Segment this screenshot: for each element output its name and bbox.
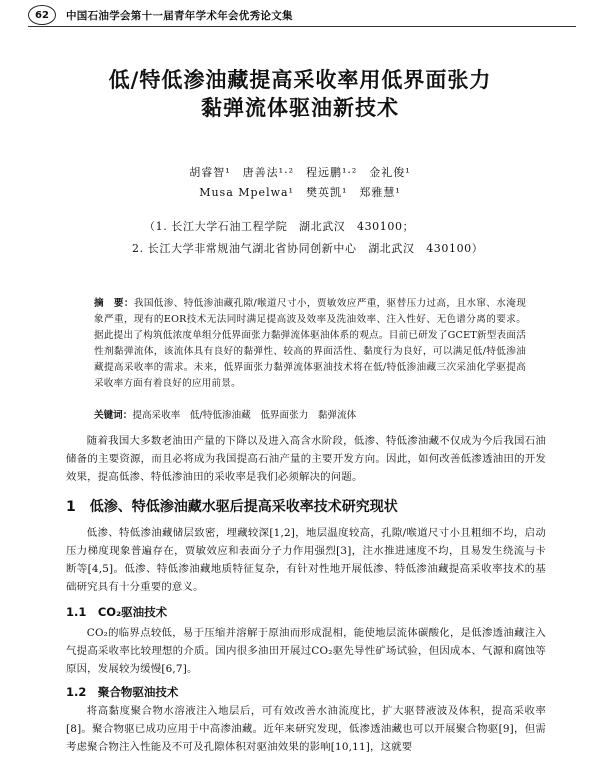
section-1-2-paragraph: 将高黏度聚合物水溶液注入地层后，可有效改善水油流度比，扩大驱替液波及体积，提高采收率[8]。聚合物驱已成功应用于中高渗油藏。近年来研究发现，低渗透油藏也可以开展聚合物驱[9]，但需考虑聚合物注入性能及不可及孔隙体积对驱油效果的影响[10,11]，这就要 xyxy=(66,705,546,753)
intro-paragraph: 随着我国大多数老油田产量的下降以及进入高含水阶段，低渗、特低渗油藏不仅成为今后我国石油储备的主要资源，而且必将成为我国提高石油产量的主要开发方向。因此，如何改善低渗透油田的开发效果，提高低渗、特低渗油田的采收率是我们必须解决的问题。 xyxy=(66,435,546,483)
paper-title-line-1: 低/特低渗油藏提高采收率用低界面张力 xyxy=(108,68,492,92)
abstract-label: 摘 要： xyxy=(94,298,134,309)
paper-title-line-2: 黏弹流体驱油新技术 xyxy=(201,96,399,120)
page-number: 62 xyxy=(28,5,56,25)
section-1-paragraph: 低渗、特低渗油藏储层致密，埋藏较深[1,2]，地层温度较高，孔隙/喉道尺寸小且粗细不均，启动压力梯度现象普遍存在，贾敏效应和表面分子力作用强烈[3]，注水推进速度不均，且易发生绕流与卡断等[4,5]。低渗、特低渗油藏地质特征复杂，有针对性地开展低渗、特低渗油藏提高采收率技术的基础研究具有十分重要的意义。 xyxy=(66,527,546,593)
abstract xyxy=(94,296,526,392)
section-1-1-heading: 1.1 CO₂驱油技术 xyxy=(66,605,168,619)
abstract-text: 我国低渗、特低渗油藏孔隙/喉道尺寸小，贾敏效应严重，驱替压力过高，且水窜、水淹现象严重，现有的EOR技术无法同时满足提高波及效率及洗油效率、注入性好、无色谱分离的要求。据此提出了构筑低浓度单组分低界面张力黏弹流体驱油体系的观点。目前已研发了GCET新型表面活性剂黏弹流体，该流体具有良好的黏弹性、较高的界面活性、黏度行为良好，可以满足低/特低渗油藏提高采收率的需求。未来，低界面张力黏弹流体驱油技术将在低/特低渗油藏三次采油化学驱提高采收率方面有着良好的应用前景。 xyxy=(94,298,526,389)
affiliation-line-2: 2. 长江大学非常规油气湖北省协同创新中心 湖北武汉 430100） xyxy=(132,242,484,255)
keywords xyxy=(94,408,526,424)
section-1-2-heading: 1.2 聚合物驱油技术 xyxy=(66,685,179,699)
author-list-line-2: Musa Mpelwa¹ 樊英凯¹ 郑雅慧¹ xyxy=(199,186,401,199)
affiliation-line-1: （1. 长江大学石油工程学院 湖北武汉 430100； xyxy=(144,220,415,233)
running-head: 中国石油学会第十一届青年学术年会优秀论文集 xyxy=(66,9,293,22)
page-header xyxy=(28,4,576,27)
section-1-heading: 1 低渗、特低渗油藏水驱后提高采收率技术研究现状 xyxy=(66,499,398,515)
section-1-1-paragraph: CO₂的临界点较低，易于压缩并溶解于原油而形成混相，能使地层流体碳酸化，是低渗透油藏注入气提高采收率比较理想的介质。国内很多油田开展过CO₂驱先导性矿场试验，但因成本、气源和腐蚀等原因，发展较为缓慢[6,7]。 xyxy=(66,627,546,675)
author-list-line-1: 胡睿智¹ 唐善法¹·² 程远鹏¹·² 金礼俊¹ xyxy=(189,166,411,179)
keywords-text: 提高采收率 低/特低渗油藏 低界面张力 黏弹流体 xyxy=(132,410,357,421)
keywords-label: 关键词： xyxy=(94,410,133,421)
